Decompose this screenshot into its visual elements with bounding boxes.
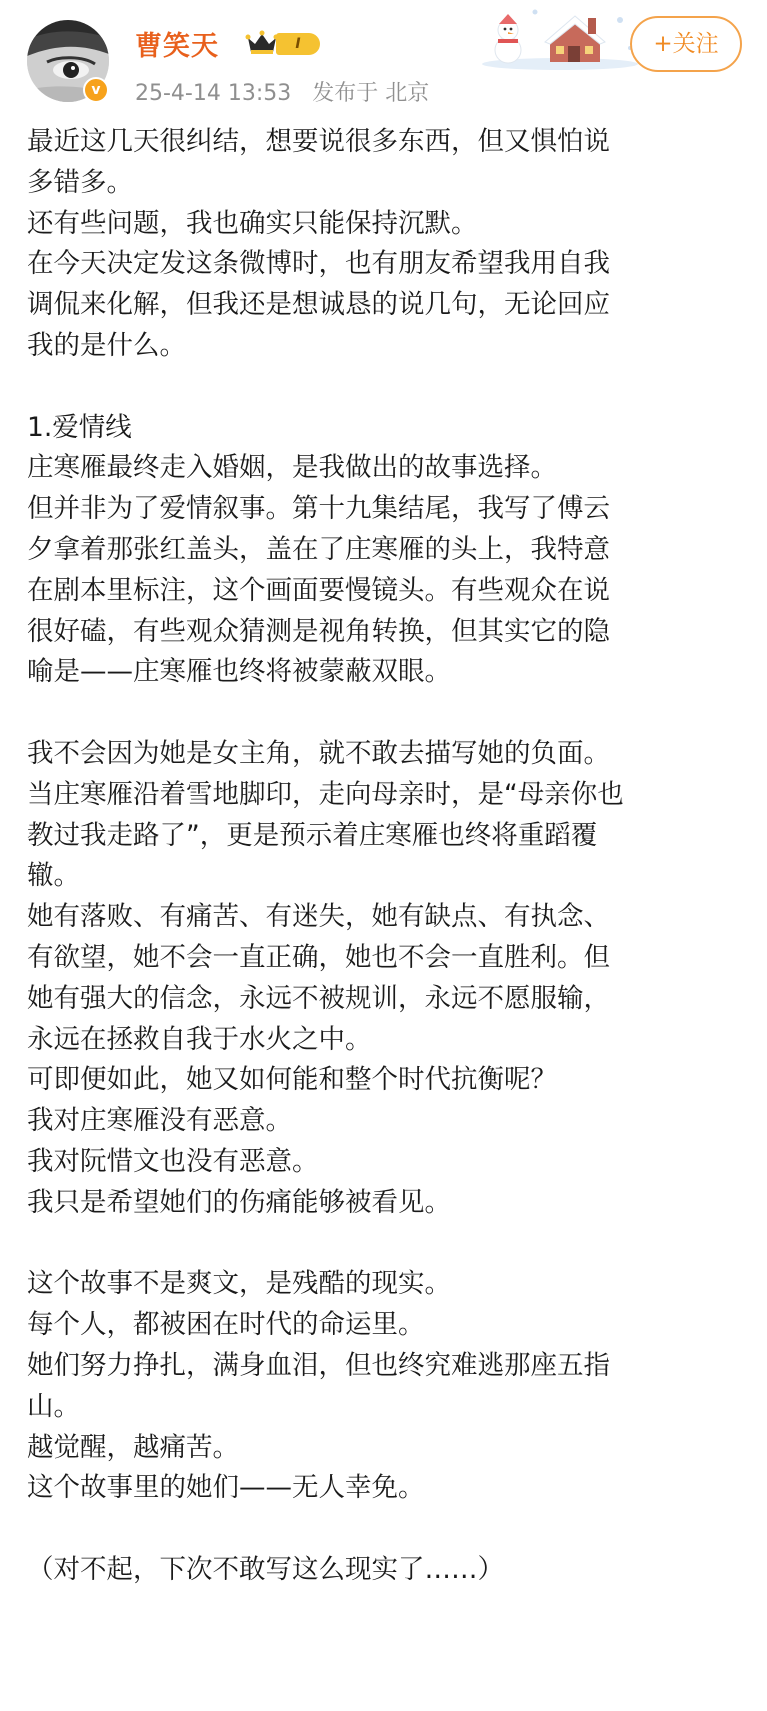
post-line: 但并非为了爱情叙事。第十九集结尾，我写了傅云 — [27, 493, 610, 525]
follow-button[interactable]: +关注 — [630, 16, 742, 72]
post-line: 我不会因为她是女主角，就不敢去描写她的负面。 — [27, 737, 610, 769]
post-line: 还有些问题，我也确实只能保持沉默。 — [27, 207, 478, 239]
crown-icon — [245, 30, 279, 56]
post-line: 当庄寒雁沿着雪地脚印，走向母亲时，是“母亲你也 — [27, 778, 624, 810]
post-line: 每个人，都被困在时代的命运里。 — [27, 1309, 425, 1341]
post-line: 教过我走路了”，更是预示着庄寒雁也终将重蹈覆 — [27, 819, 598, 851]
post-meta — [135, 76, 443, 107]
post-line: 我的是什么。 — [27, 329, 186, 361]
post-line: 这个故事里的她们——无人幸免。 — [27, 1472, 425, 1504]
author-name[interactable]: 曹笑天 — [135, 31, 219, 62]
post-line: 我对庄寒雁没有恶意。 — [27, 1105, 292, 1137]
post-line: 辙。 — [27, 860, 80, 892]
post-body — [27, 122, 747, 1591]
post-location: 发布于 北京 — [312, 81, 430, 106]
post-line: （对不起，下次不敢写这么现实了……） — [27, 1553, 504, 1585]
paragraph-gap — [27, 1224, 747, 1265]
post-line: 她有强大的信念，永远不被规训，永远不愿服输， — [27, 982, 610, 1014]
post-line: 有欲望，她不会一直正确，她也不会一直胜利。但 — [27, 941, 610, 973]
post-date: 25-4-14 13:53 — [135, 81, 292, 106]
post-line: 最近这几天很纠结，想要说很多东西，但又惧怕说 — [27, 126, 610, 157]
post-line: 庄寒雁最终走入婚姻，是我做出的故事选择。 — [27, 452, 557, 484]
post-line: 越觉醒，越痛苦。 — [27, 1431, 239, 1463]
post-line: 可即便如此，她又如何能和整个时代抗衡呢？ — [27, 1064, 557, 1096]
post-header — [0, 0, 767, 112]
post-line: 调侃来化解，但我还是想诚恳的说几句，无论回应 — [27, 289, 610, 321]
post-line: 在今天决定发这条微博时，也有朋友希望我用自我 — [27, 248, 610, 280]
winter-decoration-icon — [480, 0, 650, 72]
post-line: 这个故事不是爽文，是残酷的现实。 — [27, 1268, 451, 1300]
post-line: 她们努力挣扎，满身血泪，但也终究难逃那座五指 — [27, 1349, 610, 1381]
post-line: 1.爱情线 — [27, 411, 132, 443]
post-line: 她有落败、有痛苦、有迷失，她有缺点、有执念、 — [27, 901, 610, 933]
level-badge: I — [276, 33, 320, 55]
post-line: 喻是——庄寒雁也终将被蒙蔽双眼。 — [27, 656, 451, 688]
paragraph-gap — [27, 693, 747, 734]
post-line: 很好磕，有些观众猜测是视角转换，但其实它的隐 — [27, 615, 610, 647]
post-line: 在剧本里标注，这个画面要慢镜头。有些观众在说 — [27, 574, 610, 606]
post-line: 多错多。 — [27, 166, 133, 198]
post-line: 夕拿着那张红盖头，盖在了庄寒雁的头上，我特意 — [27, 533, 610, 565]
post-line: 我只是希望她们的伤痛能够被看见。 — [27, 1186, 451, 1218]
verified-v-icon: v — [83, 77, 109, 103]
post-line: 山。 — [27, 1390, 80, 1422]
paragraph-gap — [27, 367, 747, 408]
post-line: 永远在拯救自我于水火之中。 — [27, 1023, 372, 1055]
post-line: 我对阮惜文也没有恶意。 — [27, 1145, 319, 1177]
paragraph-gap — [27, 1509, 747, 1550]
